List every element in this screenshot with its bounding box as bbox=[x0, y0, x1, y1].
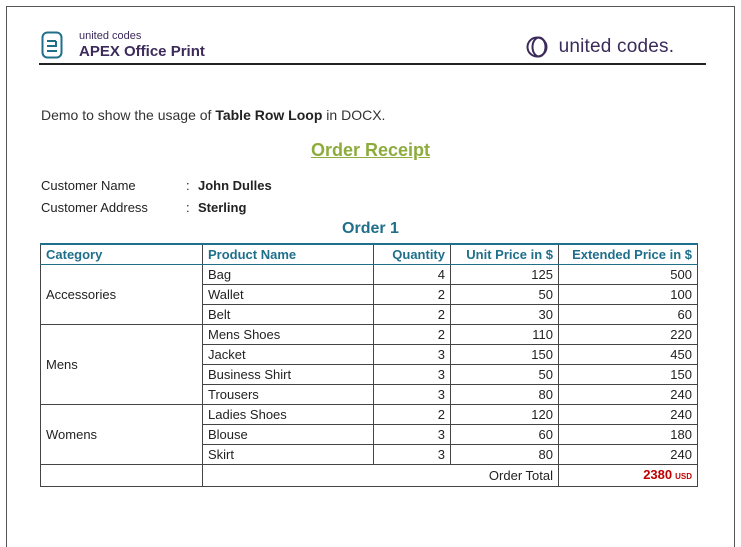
document-header bbox=[39, 29, 706, 65]
customer-address-label: Customer Address bbox=[41, 200, 148, 215]
product-cell: Ladies Shoes bbox=[203, 405, 374, 425]
order-total-value: 2380 bbox=[643, 467, 673, 482]
total-row bbox=[41, 465, 698, 487]
product-cell: Mens Shoes bbox=[203, 325, 374, 345]
column-header-quantity: Quantity bbox=[374, 244, 451, 265]
company-logo bbox=[525, 35, 674, 59]
unit-price-cell: 50 bbox=[451, 365, 559, 385]
total-empty-cell bbox=[41, 465, 203, 487]
customer-name-separator: : bbox=[186, 178, 190, 193]
extended-price-cell: 150 bbox=[559, 365, 698, 385]
column-header-extended-price: Extended Price in $ bbox=[559, 244, 698, 265]
extended-price-cell: 220 bbox=[559, 325, 698, 345]
intro-prefix: Demo to show the usage of bbox=[41, 107, 216, 123]
table-row bbox=[41, 265, 698, 285]
column-header-product: Product Name bbox=[203, 244, 374, 265]
intro-emphasis: Table Row Loop bbox=[215, 107, 323, 123]
product-cell: Blouse bbox=[203, 425, 374, 445]
rings-icon bbox=[525, 36, 553, 58]
customer-name-value: John Dulles bbox=[198, 178, 272, 193]
unit-price-cell: 110 bbox=[451, 325, 559, 345]
document-title: Order Receipt bbox=[310, 140, 431, 160]
order-table bbox=[40, 243, 698, 487]
product-cell: Bag bbox=[203, 265, 374, 285]
extended-price-cell: 60 bbox=[559, 305, 698, 325]
quantity-cell: 3 bbox=[374, 425, 451, 445]
unit-price-cell: 50 bbox=[451, 285, 559, 305]
customer-name-row bbox=[41, 178, 272, 193]
brand-small-text: united codes bbox=[79, 30, 142, 42]
quantity-cell: 2 bbox=[374, 325, 451, 345]
column-header-category: Category bbox=[41, 244, 203, 265]
company-logo-dot: . bbox=[668, 36, 674, 57]
quantity-cell: 3 bbox=[374, 445, 451, 465]
extended-price-cell: 500 bbox=[559, 265, 698, 285]
customer-address-value: Sterling bbox=[198, 200, 247, 215]
product-cell: Belt bbox=[203, 305, 374, 325]
category-cell: Accessories bbox=[41, 265, 203, 325]
product-cell: Skirt bbox=[203, 445, 374, 465]
order-total-cell bbox=[559, 465, 698, 487]
unit-price-cell: 120 bbox=[451, 405, 559, 425]
customer-address-separator: : bbox=[186, 200, 190, 215]
product-cell: Wallet bbox=[203, 285, 374, 305]
extended-price-cell: 180 bbox=[559, 425, 698, 445]
unit-price-cell: 80 bbox=[451, 445, 559, 465]
order-total-currency: USD bbox=[675, 472, 692, 481]
document-icon bbox=[41, 31, 63, 59]
product-cell: Trousers bbox=[203, 385, 374, 405]
quantity-cell: 2 bbox=[374, 405, 451, 425]
customer-address-row bbox=[41, 200, 246, 215]
column-header-unit-price: Unit Price in $ bbox=[451, 244, 559, 265]
extended-price-cell: 450 bbox=[559, 345, 698, 365]
category-cell: Mens bbox=[41, 325, 203, 405]
company-logo-text: united codes bbox=[558, 36, 669, 57]
document-page bbox=[6, 6, 735, 547]
table-header-row bbox=[41, 244, 698, 265]
quantity-cell: 4 bbox=[374, 265, 451, 285]
quantity-cell: 3 bbox=[374, 365, 451, 385]
customer-name-label: Customer Name bbox=[41, 178, 136, 193]
unit-price-cell: 30 bbox=[451, 305, 559, 325]
quantity-cell: 2 bbox=[374, 305, 451, 325]
unit-price-cell: 150 bbox=[451, 345, 559, 365]
intro-text bbox=[41, 107, 385, 123]
category-cell: Womens bbox=[41, 405, 203, 465]
intro-suffix: in DOCX. bbox=[322, 107, 386, 123]
product-cell: Business Shirt bbox=[203, 365, 374, 385]
unit-price-cell: 60 bbox=[451, 425, 559, 445]
extended-price-cell: 100 bbox=[559, 285, 698, 305]
order-title: Order 1 bbox=[342, 220, 399, 237]
unit-price-cell: 80 bbox=[451, 385, 559, 405]
extended-price-cell: 240 bbox=[559, 405, 698, 425]
extended-price-cell: 240 bbox=[559, 445, 698, 465]
unit-price-cell: 125 bbox=[451, 265, 559, 285]
brand-name: APEX Office Print bbox=[79, 43, 205, 60]
table-row bbox=[41, 405, 698, 425]
extended-price-cell: 240 bbox=[559, 385, 698, 405]
quantity-cell: 2 bbox=[374, 285, 451, 305]
table-row bbox=[41, 325, 698, 345]
product-cell: Jacket bbox=[203, 345, 374, 365]
quantity-cell: 3 bbox=[374, 345, 451, 365]
order-total-label: Order Total bbox=[203, 465, 559, 487]
quantity-cell: 3 bbox=[374, 385, 451, 405]
